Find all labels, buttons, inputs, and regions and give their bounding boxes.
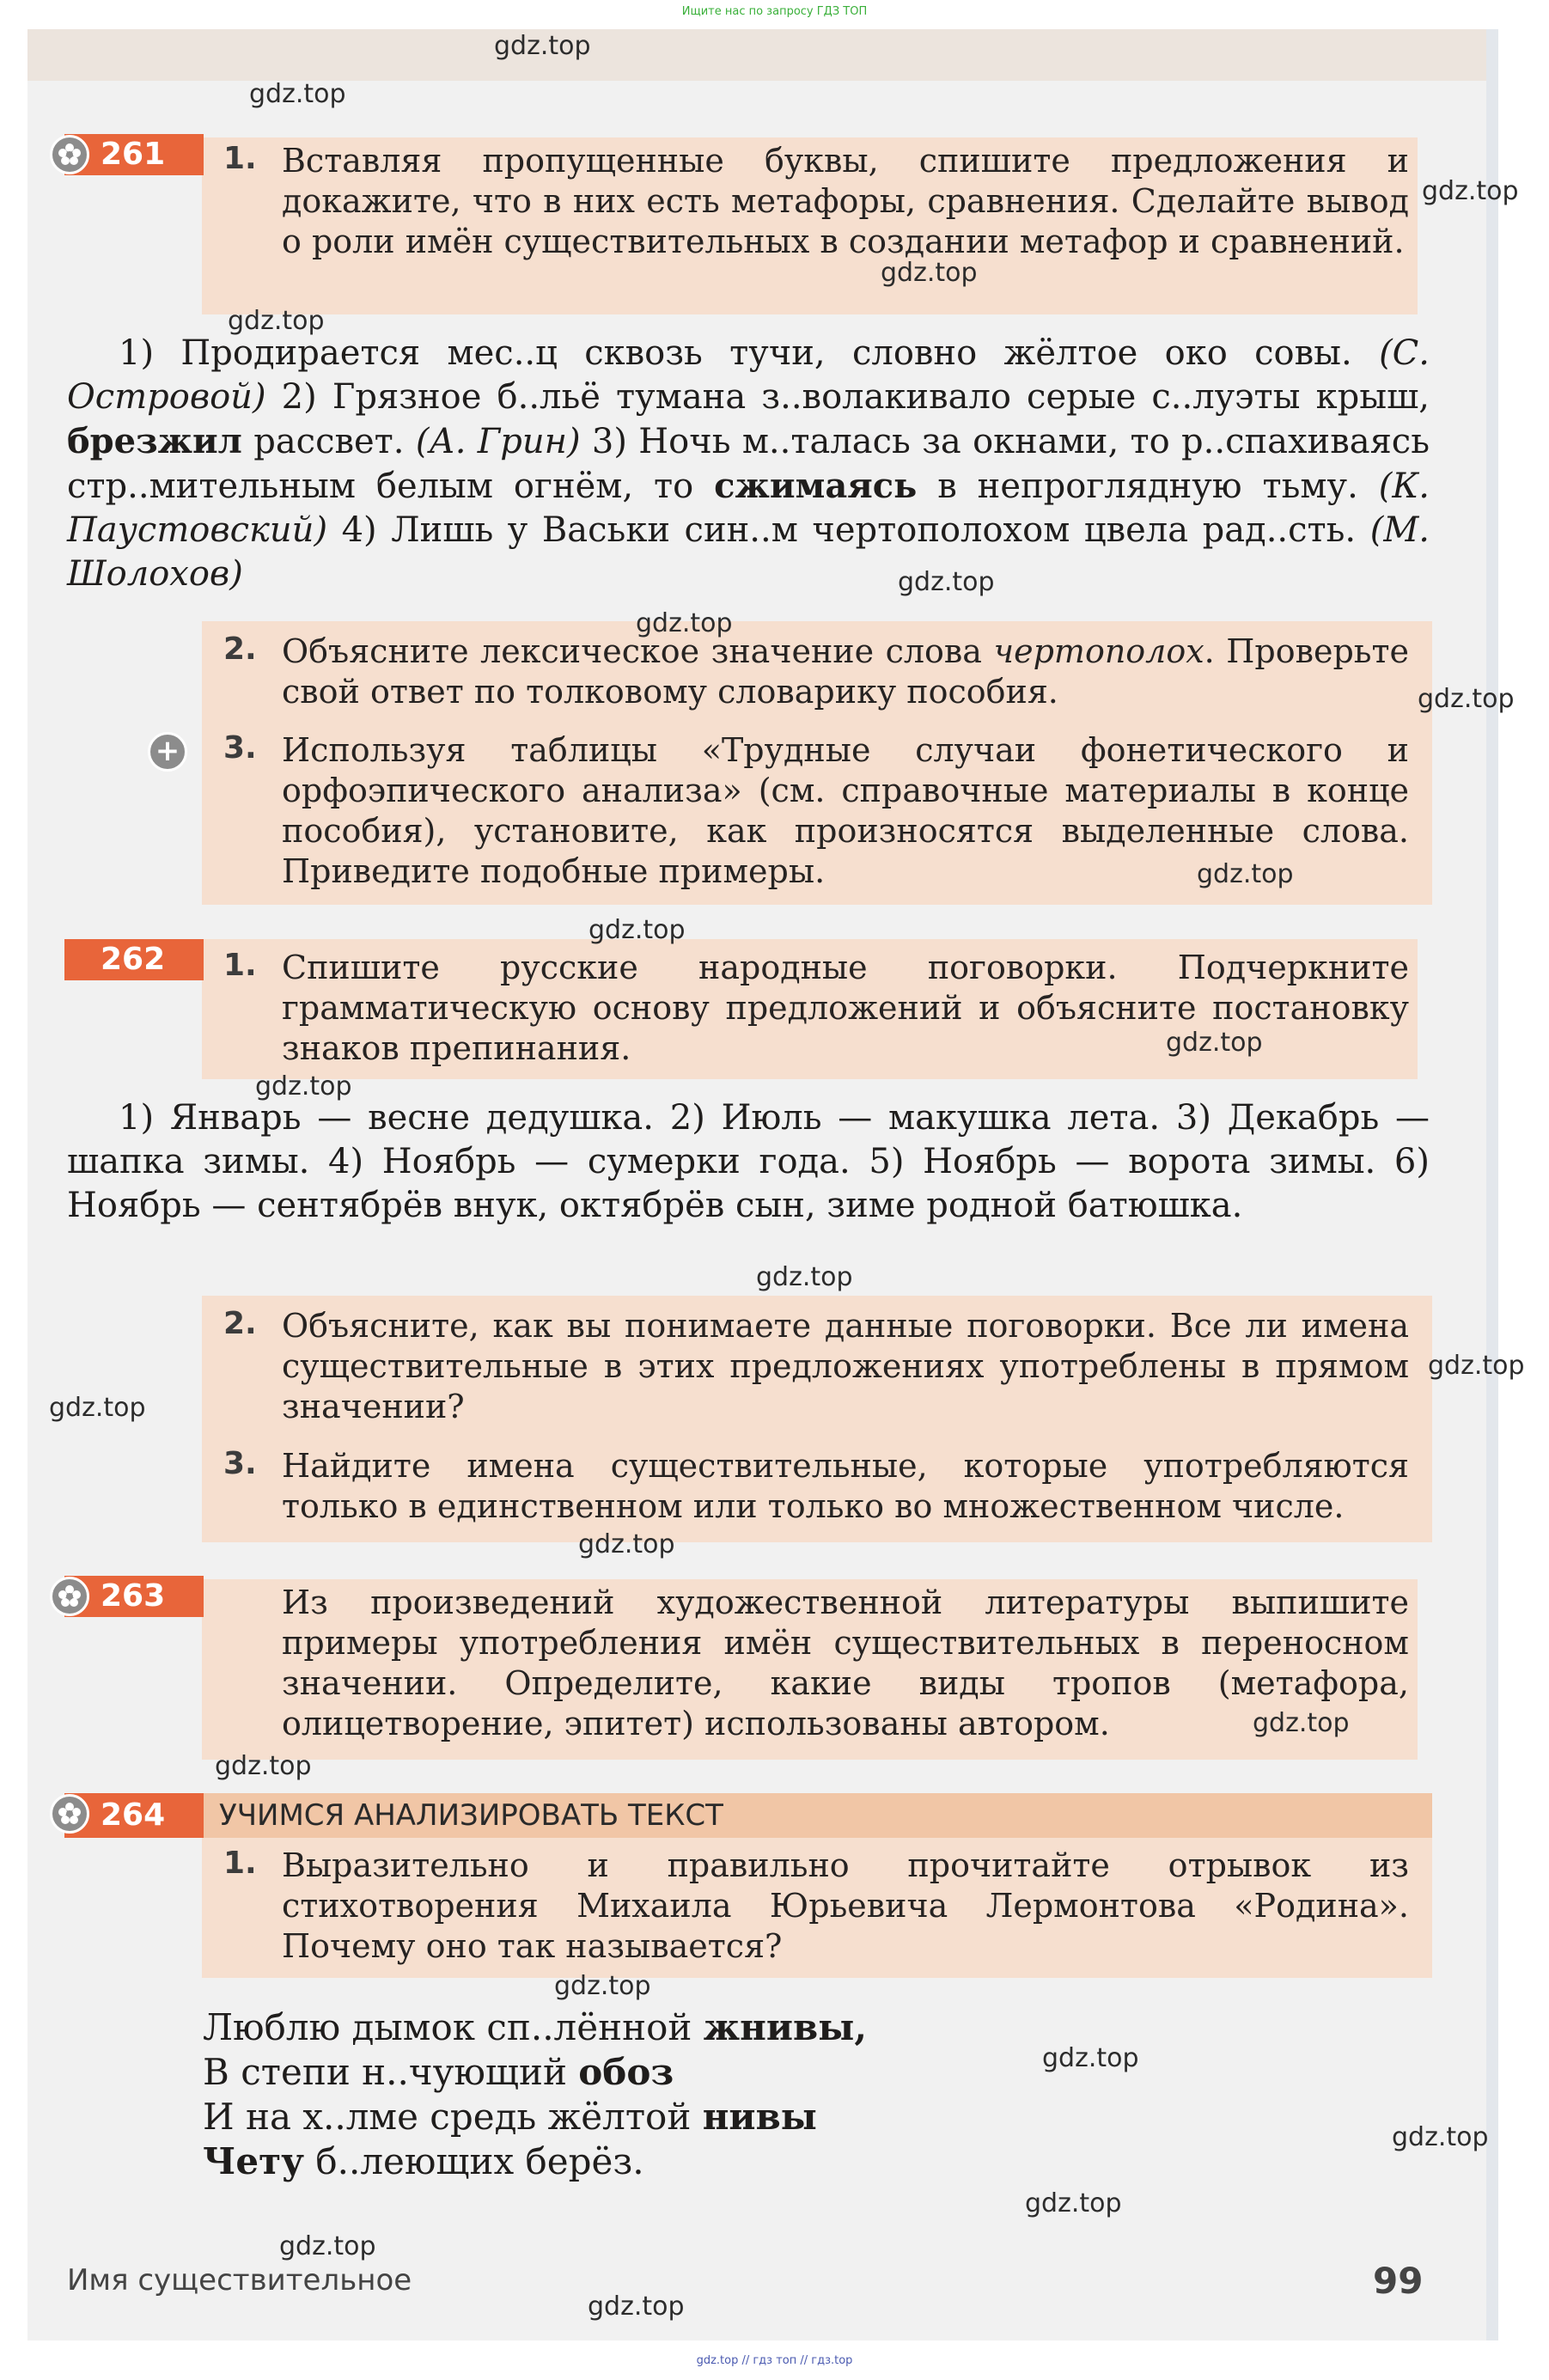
watermark: gdz.top: [1197, 859, 1294, 889]
text-fragment: 3) Ночь м..талась за окнами, то р..спахиваясь стр..мительным белым огнём, то: [67, 422, 1430, 506]
watermark: gdz.top: [249, 79, 346, 109]
task-262-proverbs: 1) Январь — весне дедушка. 2) Июль — макушка лета. 3) Декабрь — шапка зимы. 4) Ноябрь — сумерки года. 5) Ноябрь — ворота зимы. 6) Ноябрь — сентябрёв внук, октябрёв сын, зиме родной батюшка.: [67, 1098, 1430, 1225]
watermark: gdz.top: [1422, 176, 1519, 206]
watermark: gdz.top: [1042, 2043, 1139, 2073]
page-number: 99: [1373, 2260, 1424, 2302]
page-edge: [1486, 29, 1498, 2340]
question-number: 3.: [223, 730, 257, 766]
task-number: 262: [101, 942, 166, 977]
text-fragment: ,: [854, 2006, 867, 2048]
text-fragment: рассвет.: [241, 422, 416, 461]
creative-task-icon: [50, 135, 89, 174]
task-261-question-1: Вставляя пропущенные буквы, спишите предложения и докажите, что в них есть метафоры, сравнения. Сделайте вывод о роли имён существительных в создании метафор и сравнений.: [282, 142, 1409, 260]
text-fragment: 1) Продирается мес..ц сквозь тучи, словно жёлтое око совы.: [119, 333, 1380, 373]
highlighted-word: чертополох: [993, 632, 1204, 670]
highlighted-word: жнивы: [703, 2006, 855, 2048]
watermark: gdz.top: [494, 31, 591, 61]
watermark: gdz.top: [49, 1393, 146, 1423]
watermark: gdz.top: [636, 608, 733, 638]
text-fragment: в непроглядную тьму.: [917, 467, 1379, 506]
watermark: gdz.top: [1025, 2188, 1122, 2218]
question-number: 1.: [223, 1846, 257, 1881]
task-261-exercise-text: [67, 332, 1430, 596]
section-title: Имя существительное: [67, 2263, 412, 2298]
watermark: gdz.top: [1392, 2122, 1489, 2152]
task-262-badge: [64, 939, 204, 980]
task-number: 263: [101, 1578, 166, 1614]
task-263-text: Из произведений художественной литературы выпишите примеры употребления имён существительных в переносном значении. Определите, какие виды тропов (метафора, олицетворение, эпитет) использованы автором.: [282, 1584, 1409, 1742]
poem-line: [203, 2005, 867, 2050]
watermark: gdz.top: [1253, 1708, 1350, 1738]
watermark: gdz.top: [554, 1971, 651, 2001]
task-264-question-1: Выразительно и правильно прочитайте отрывок из стихотворения Михаила Юрьевича Лермонтова «Родина». Почему оно так называется?: [282, 1846, 1409, 1965]
task-number: 264: [101, 1797, 166, 1833]
page-top-band: [27, 29, 1498, 81]
poem-line: [203, 2050, 867, 2095]
watermark: gdz.top: [1166, 1028, 1263, 1058]
watermark: gdz.top: [228, 306, 325, 336]
task-262-question-1: Спишите русские народные поговорки. Подчеркните грамматическую основу предложений и объясните постановку знаков препинания.: [282, 949, 1409, 1067]
author: (С. Островой): [67, 333, 1430, 417]
question-number: 2.: [223, 632, 257, 667]
poem-excerpt: [203, 2005, 867, 2184]
watermark: gdz.top: [898, 567, 995, 597]
task-261-question-3: Используя таблицы «Трудные случаи фонетического и орфоэпического анализа» (см. справочные материалы в конце пособия), установите, как произносятся выделенные слова. Приведите подобные примеры.: [282, 731, 1409, 890]
section-heading: УЧИМСЯ АНАЛИЗИРОВАТЬ ТЕКСТ: [202, 1793, 1432, 1838]
watermark: gdz.top: [255, 1071, 352, 1102]
watermark: gdz.top: [588, 2292, 685, 2322]
watermark: gdz.top: [279, 2231, 376, 2261]
watermark: gdz.top: [881, 258, 978, 288]
text-fragment: 4) Лишь у Васьки син..м чертополохом цвела рад..сть.: [327, 510, 1370, 550]
watermark: gdz.top: [588, 915, 686, 945]
watermark: gdz.top: [756, 1262, 853, 1292]
task-number: 261: [101, 137, 166, 172]
question-number: 1.: [223, 141, 257, 176]
highlighted-word: сжимаясь: [714, 466, 918, 506]
question-number: 2.: [223, 1306, 257, 1341]
text-fragment: . Проверьте свой ответ по толковому словарику пособия.: [282, 632, 1409, 711]
question-number: 3.: [223, 1446, 257, 1481]
text-fragment: Объясните лексическое значение слова: [282, 632, 994, 670]
footer-note: gdz.top // гдз топ // гдз.top: [696, 2354, 853, 2367]
poem-line: [203, 2139, 867, 2184]
task-262-question-3: Найдите имена существительные, которые употребляются только в единственном или только во множественном числе.: [282, 1447, 1409, 1525]
text-fragment: 2) Грязное б..льё тумана з..волакивало серые с..луэты крыш,: [265, 377, 1430, 417]
watermark: gdz.top: [1428, 1351, 1525, 1381]
text-fragment: И на х..лме средь жёлтой: [203, 2096, 703, 2138]
text-fragment: Люблю дымок сп..лённой: [203, 2006, 704, 2048]
creative-task-icon: [50, 1794, 89, 1834]
poem-line: [203, 2095, 867, 2139]
text-fragment: В степи н..чующий: [203, 2051, 579, 2093]
watermark: gdz.top: [578, 1529, 675, 1559]
author: (А. Грин): [415, 422, 581, 461]
author: (М. Шолохов): [67, 510, 1430, 594]
watermark: gdz.top: [215, 1751, 312, 1781]
task-262-question-2: Объясните, как вы понимаете данные поговорки. Все ли имена существительные в этих предложениях употреблены в прямом значении?: [282, 1307, 1409, 1425]
task-261-question-2: [282, 632, 1409, 712]
plus-icon: +: [148, 732, 187, 772]
question-number: 1.: [223, 948, 257, 983]
header-note: Ищите нас по запросу ГДЗ ТОП: [681, 5, 868, 18]
highlighted-word: брезжил: [67, 421, 242, 461]
highlighted-word: нивы: [702, 2096, 817, 2138]
text-fragment: б..леющих берёз.: [303, 2140, 644, 2182]
highlighted-word: обоз: [578, 2051, 674, 2093]
highlighted-word: Чету: [203, 2140, 304, 2182]
author: (К. Паустовский): [67, 467, 1430, 550]
creative-task-icon: [50, 1577, 89, 1616]
watermark: gdz.top: [1418, 684, 1515, 714]
